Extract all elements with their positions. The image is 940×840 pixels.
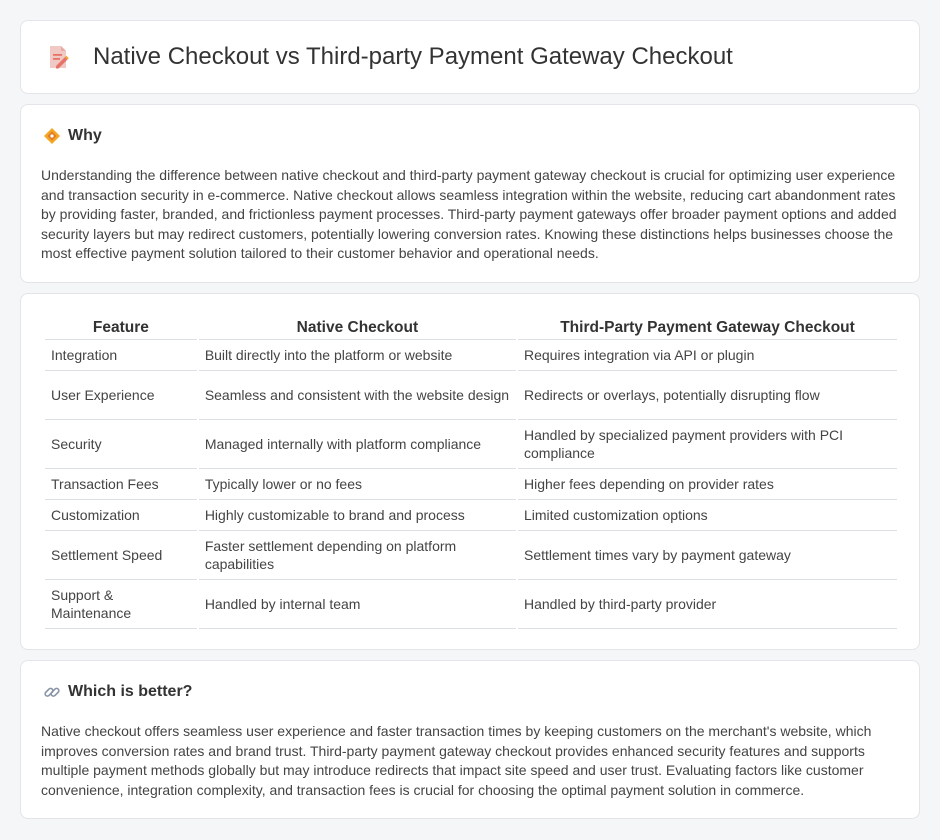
table-row bbox=[45, 500, 897, 531]
feature-cell: Customization bbox=[45, 500, 197, 531]
table-header-row bbox=[45, 316, 897, 340]
column-header-third-party: Third-Party Payment Gateway Checkout bbox=[518, 316, 897, 340]
native-cell: Highly customizable to brand and process bbox=[199, 500, 516, 531]
better-heading-row bbox=[43, 683, 192, 701]
feature-cell: Support & Maintenance bbox=[45, 580, 197, 629]
third-party-cell: Handled by specialized payment providers with PCI compliance bbox=[518, 420, 897, 469]
why-heading: Why bbox=[68, 127, 102, 144]
native-cell: Built directly into the platform or website bbox=[199, 340, 516, 371]
document-edit-icon bbox=[45, 44, 71, 70]
title-row bbox=[45, 43, 733, 71]
better-card bbox=[20, 660, 920, 819]
native-cell: Managed internally with platform compliance bbox=[199, 420, 516, 469]
third-party-cell: Higher fees depending on provider rates bbox=[518, 469, 897, 500]
third-party-cell: Requires integration via API or plugin bbox=[518, 340, 897, 371]
column-header-native: Native Checkout bbox=[199, 316, 516, 340]
comparison-table bbox=[43, 316, 899, 629]
better-text: Native checkout offers seamless user experience and faster transaction times by keeping customers on the merchant's website, which improves conversion rates and brand trust. Third-party payment gateway checkout provides enhanced security features and supports multiple payment methods globally but may introduce redirects that impact site speed and user trust. Evaluating factors like customer convenience, integration complexity, and transaction fees is crucial for choosing the optimal payment solution in commerce. bbox=[41, 723, 872, 798]
native-cell: Faster settlement depending on platform capabilities bbox=[199, 531, 516, 580]
table-row bbox=[45, 340, 897, 371]
column-header-feature: Feature bbox=[45, 316, 197, 340]
table-row bbox=[45, 420, 897, 469]
feature-cell: Security bbox=[45, 420, 197, 469]
table-row bbox=[45, 371, 897, 420]
page-title: Native Checkout vs Third-party Payment Gateway Checkout bbox=[93, 43, 733, 70]
feature-cell: User Experience bbox=[45, 371, 197, 420]
diamond-sign-icon bbox=[43, 127, 61, 145]
feature-cell: Transaction Fees bbox=[45, 469, 197, 500]
native-cell: Handled by internal team bbox=[199, 580, 516, 629]
table-row bbox=[45, 531, 897, 580]
why-text: Understanding the difference between native checkout and third-party payment gateway checkout is crucial for optimizing user experience and transaction security in e-commerce. Native checkout allows seamless integration within the website, reducing cart abandonment rates by providing faster, branded, and frictionless payment processes. Third-party payment gateways offer broader payment options and added security layers but may redirect customers, potentially lowering conversion rates. Knowing these distinctions helps businesses choose the most effective payment solution tailored to their customer behavior and operational needs. bbox=[41, 167, 897, 262]
table-row bbox=[45, 580, 897, 629]
link-icon bbox=[43, 683, 61, 701]
third-party-cell: Limited customization options bbox=[518, 500, 897, 531]
header-card bbox=[20, 20, 920, 94]
table-row bbox=[45, 469, 897, 500]
feature-cell: Settlement Speed bbox=[45, 531, 197, 580]
why-card bbox=[20, 104, 920, 283]
native-cell: Seamless and consistent with the website design bbox=[199, 371, 516, 420]
third-party-cell: Handled by third-party provider bbox=[518, 580, 897, 629]
why-heading-row bbox=[43, 127, 102, 145]
third-party-cell: Redirects or overlays, potentially disrupting flow bbox=[518, 371, 897, 420]
better-heading: Which is better? bbox=[68, 683, 193, 700]
feature-cell: Integration bbox=[45, 340, 197, 371]
native-cell: Typically lower or no fees bbox=[199, 469, 516, 500]
third-party-cell: Settlement times vary by payment gateway bbox=[518, 531, 897, 580]
comparison-card bbox=[20, 293, 920, 650]
